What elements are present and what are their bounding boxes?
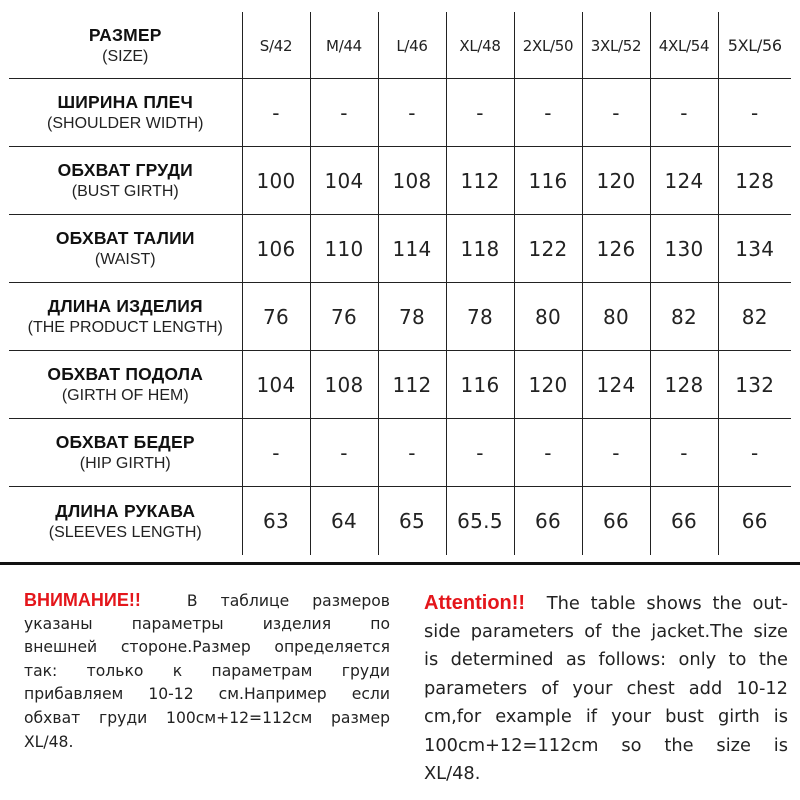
row-label-en: (SHOULDER WIDTH): [47, 115, 204, 133]
cell-value: 65: [398, 509, 426, 534]
cell-value: -: [476, 440, 484, 465]
table-row: [9, 419, 791, 487]
value-cell: [446, 215, 514, 283]
value-cell: [310, 419, 378, 487]
header-row: [9, 12, 791, 79]
row-label-cell: [9, 283, 242, 351]
value-cell: [378, 419, 446, 487]
cell-value: 114: [392, 236, 432, 261]
size-header-label: 3XL/52: [590, 36, 642, 55]
row-label-ru: ОБХВАТ ТАЛИИ: [55, 228, 195, 249]
value-cell: [242, 79, 310, 147]
cell-value: 64: [330, 509, 358, 534]
cell-value: -: [408, 100, 416, 125]
cell-value: 76: [330, 304, 358, 329]
cell-value: 124: [596, 372, 636, 397]
size-header-label: 5XL/56: [727, 35, 782, 55]
cell-value: 128: [664, 372, 704, 397]
table-row: [9, 79, 791, 147]
row-label-ru: ОБХВАТ БЕДЕР: [55, 432, 195, 453]
row-label-ru: ДЛИНА РУКАВА: [55, 500, 196, 521]
value-cell: [514, 419, 582, 487]
cell-value: 116: [528, 168, 568, 193]
cell-value: 65.5: [457, 509, 503, 534]
cell-value: 124: [664, 168, 704, 193]
note-ru-line: XL/48.: [24, 732, 74, 751]
value-cell: [310, 283, 378, 351]
note-russian: [24, 589, 390, 754]
row-label-en: (THE PRODUCT LENGTH): [27, 319, 223, 337]
value-cell: [650, 419, 718, 487]
cell-value: 122: [528, 236, 568, 261]
cell-value: -: [408, 440, 416, 465]
value-cell: [514, 283, 582, 351]
note-en-line: cm,for example if your bust girth is: [424, 706, 788, 727]
value-cell: [582, 147, 650, 215]
value-cell: [242, 487, 310, 555]
cell-value: 80: [534, 304, 562, 329]
value-cell: [378, 283, 446, 351]
value-cell: [242, 147, 310, 215]
note-ru-line: [24, 589, 390, 613]
cell-value: 104: [324, 168, 364, 193]
row-label-cell: [9, 419, 242, 487]
cell-value: 126: [596, 236, 636, 261]
cell-value: 116: [460, 372, 500, 397]
note-ru-line: указаны параметры изделия по: [24, 614, 390, 633]
value-cell: [718, 215, 791, 283]
cell-value: 112: [460, 168, 500, 193]
cell-value: 66: [741, 509, 768, 534]
note-en-text: The table shows the out-: [546, 593, 788, 614]
cell-value: -: [680, 440, 688, 465]
value-cell: [242, 283, 310, 351]
value-cell: [446, 487, 514, 555]
table-row: [9, 147, 791, 215]
value-cell: [446, 351, 514, 419]
value-cell: [582, 487, 650, 555]
note-en-line: [424, 589, 788, 618]
cell-value: 66: [670, 509, 698, 534]
table-body: [9, 12, 791, 555]
value-cell: [446, 147, 514, 215]
value-cell: [242, 215, 310, 283]
value-cell: [514, 487, 582, 555]
value-cell: [582, 283, 650, 351]
size-header: [718, 12, 791, 79]
size-header: [582, 12, 650, 79]
table-row: [9, 215, 791, 283]
value-cell: [718, 79, 791, 147]
cell-value: 120: [528, 372, 568, 397]
size-header: [514, 12, 582, 79]
cell-value: 112: [392, 372, 432, 397]
value-cell: [650, 215, 718, 283]
header-label-cell: [9, 12, 242, 79]
cell-value: 108: [324, 372, 364, 397]
value-cell: [378, 79, 446, 147]
note-en-line: side parameters of the jacket.The size: [424, 620, 788, 642]
note-ru-line: так: только к параметрам груди: [24, 661, 390, 680]
cell-value: -: [544, 100, 552, 125]
value-cell: [650, 283, 718, 351]
value-cell: [718, 351, 791, 419]
value-cell: [718, 487, 791, 555]
value-cell: [650, 79, 718, 147]
value-cell: [378, 215, 446, 283]
value-cell: [718, 283, 791, 351]
size-header-label: S/42: [259, 36, 293, 55]
size-header-label: XL/48: [459, 36, 501, 55]
row-label-ru: ДЛИНА ИЗДЕЛИЯ: [47, 296, 203, 317]
cell-value: -: [750, 440, 759, 465]
row-label-en: (HIP GIRTH): [79, 455, 171, 473]
cell-value: 82: [741, 304, 768, 329]
row-label-cell: [9, 147, 242, 215]
size-header: [650, 12, 718, 79]
note-en-line: is determined as follows: only to the: [424, 649, 788, 670]
section-divider: [0, 562, 800, 565]
value-cell: [650, 487, 718, 555]
table-row: [9, 487, 791, 555]
value-cell: [650, 147, 718, 215]
value-cell: [310, 487, 378, 555]
row-label-cell: [9, 351, 242, 419]
cell-value: -: [272, 100, 280, 125]
cell-value: 110: [324, 236, 364, 261]
cell-value: 78: [466, 304, 494, 329]
row-label-ru: ОБХВАТ ГРУДИ: [57, 160, 193, 181]
row-label-en: (GIRTH OF HEM): [61, 387, 189, 405]
row-label-cell: [9, 79, 242, 147]
cell-value: -: [612, 100, 620, 125]
cell-value: -: [476, 100, 484, 125]
header-label-ru: РАЗМЕР: [88, 24, 162, 45]
size-header: [242, 12, 310, 79]
note-en-line: XL/48.: [424, 763, 481, 784]
value-cell: [446, 283, 514, 351]
value-cell: [310, 215, 378, 283]
value-cell: [514, 79, 582, 147]
cell-value: -: [272, 440, 280, 465]
note-ru-line: обхват груди 100см+12=112см размер: [24, 708, 390, 727]
row-label-en: (SLEEVES LENGTH): [48, 523, 202, 541]
cell-value: 104: [256, 372, 296, 397]
value-cell: [582, 215, 650, 283]
note-ru-text: В таблице размеров: [186, 592, 390, 610]
warning-label-en: Attention!!: [424, 592, 526, 614]
cell-value: 100: [256, 168, 296, 193]
cell-value: 63: [262, 509, 290, 534]
size-header-label: M/44: [326, 36, 362, 55]
cell-value: 128: [735, 168, 775, 193]
table-row: [9, 351, 791, 419]
size-header: [310, 12, 378, 79]
value-cell: [242, 419, 310, 487]
value-cell: [378, 351, 446, 419]
note-ru-line: внешней стороне.Размер определяется: [24, 638, 390, 657]
cell-value: -: [544, 440, 552, 465]
value-cell: [514, 351, 582, 419]
cell-value: 106: [256, 236, 296, 261]
value-cell: [582, 419, 650, 487]
value-cell: [582, 351, 650, 419]
row-label-en: (WAIST): [94, 251, 156, 269]
size-table: [9, 12, 791, 555]
value-cell: [446, 419, 514, 487]
note-en-line: 100cm+12=112cm so the size is: [424, 734, 788, 756]
table-row: [9, 283, 791, 351]
value-cell: [514, 215, 582, 283]
value-cell: [378, 147, 446, 215]
cell-value: 82: [670, 304, 698, 329]
note-ru-line: прибавляем 10-12 см.Например если: [24, 685, 390, 704]
row-label-en: (BUST GIRTH): [71, 183, 179, 201]
size-header-label: 2XL/50: [522, 36, 574, 55]
size-header-label: L/46: [396, 36, 428, 55]
warning-label-ru: ВНИМАНИЕ!!: [24, 590, 141, 610]
cell-value: -: [340, 440, 348, 465]
cell-value: 132: [735, 372, 775, 397]
cell-value: -: [680, 100, 688, 125]
cell-value: 118: [460, 236, 500, 261]
cell-value: 130: [664, 236, 704, 261]
value-cell: [582, 79, 650, 147]
value-cell: [446, 79, 514, 147]
value-cell: [242, 351, 310, 419]
row-label-ru: ОБХВАТ ПОДОЛА: [47, 364, 204, 385]
note-english: [424, 589, 788, 789]
cell-value: 66: [534, 509, 562, 534]
row-label-cell: [9, 487, 242, 555]
value-cell: [310, 147, 378, 215]
header-label-en: (SIZE): [102, 47, 149, 65]
cell-value: 78: [398, 304, 426, 329]
cell-value: 120: [596, 168, 636, 193]
value-cell: [514, 147, 582, 215]
cell-value: 80: [602, 304, 630, 329]
size-header: [446, 12, 514, 79]
cell-value: 76: [262, 304, 290, 329]
cell-value: -: [612, 440, 620, 465]
value-cell: [718, 419, 791, 487]
row-label-cell: [9, 215, 242, 283]
size-header: [378, 12, 446, 79]
cell-value: 108: [392, 168, 432, 193]
cell-value: 66: [602, 509, 630, 534]
cell-value: 134: [735, 236, 775, 261]
size-header-label: 4XL/54: [658, 36, 710, 55]
value-cell: [310, 351, 378, 419]
value-cell: [310, 79, 378, 147]
note-en-line: parameters of your chest add 10-12: [424, 677, 788, 699]
value-cell: [378, 487, 446, 555]
cell-value: -: [750, 100, 759, 125]
row-label-ru: ШИРИНА ПЛЕЧ: [57, 92, 194, 113]
cell-value: -: [340, 100, 348, 125]
value-cell: [718, 147, 791, 215]
value-cell: [650, 351, 718, 419]
